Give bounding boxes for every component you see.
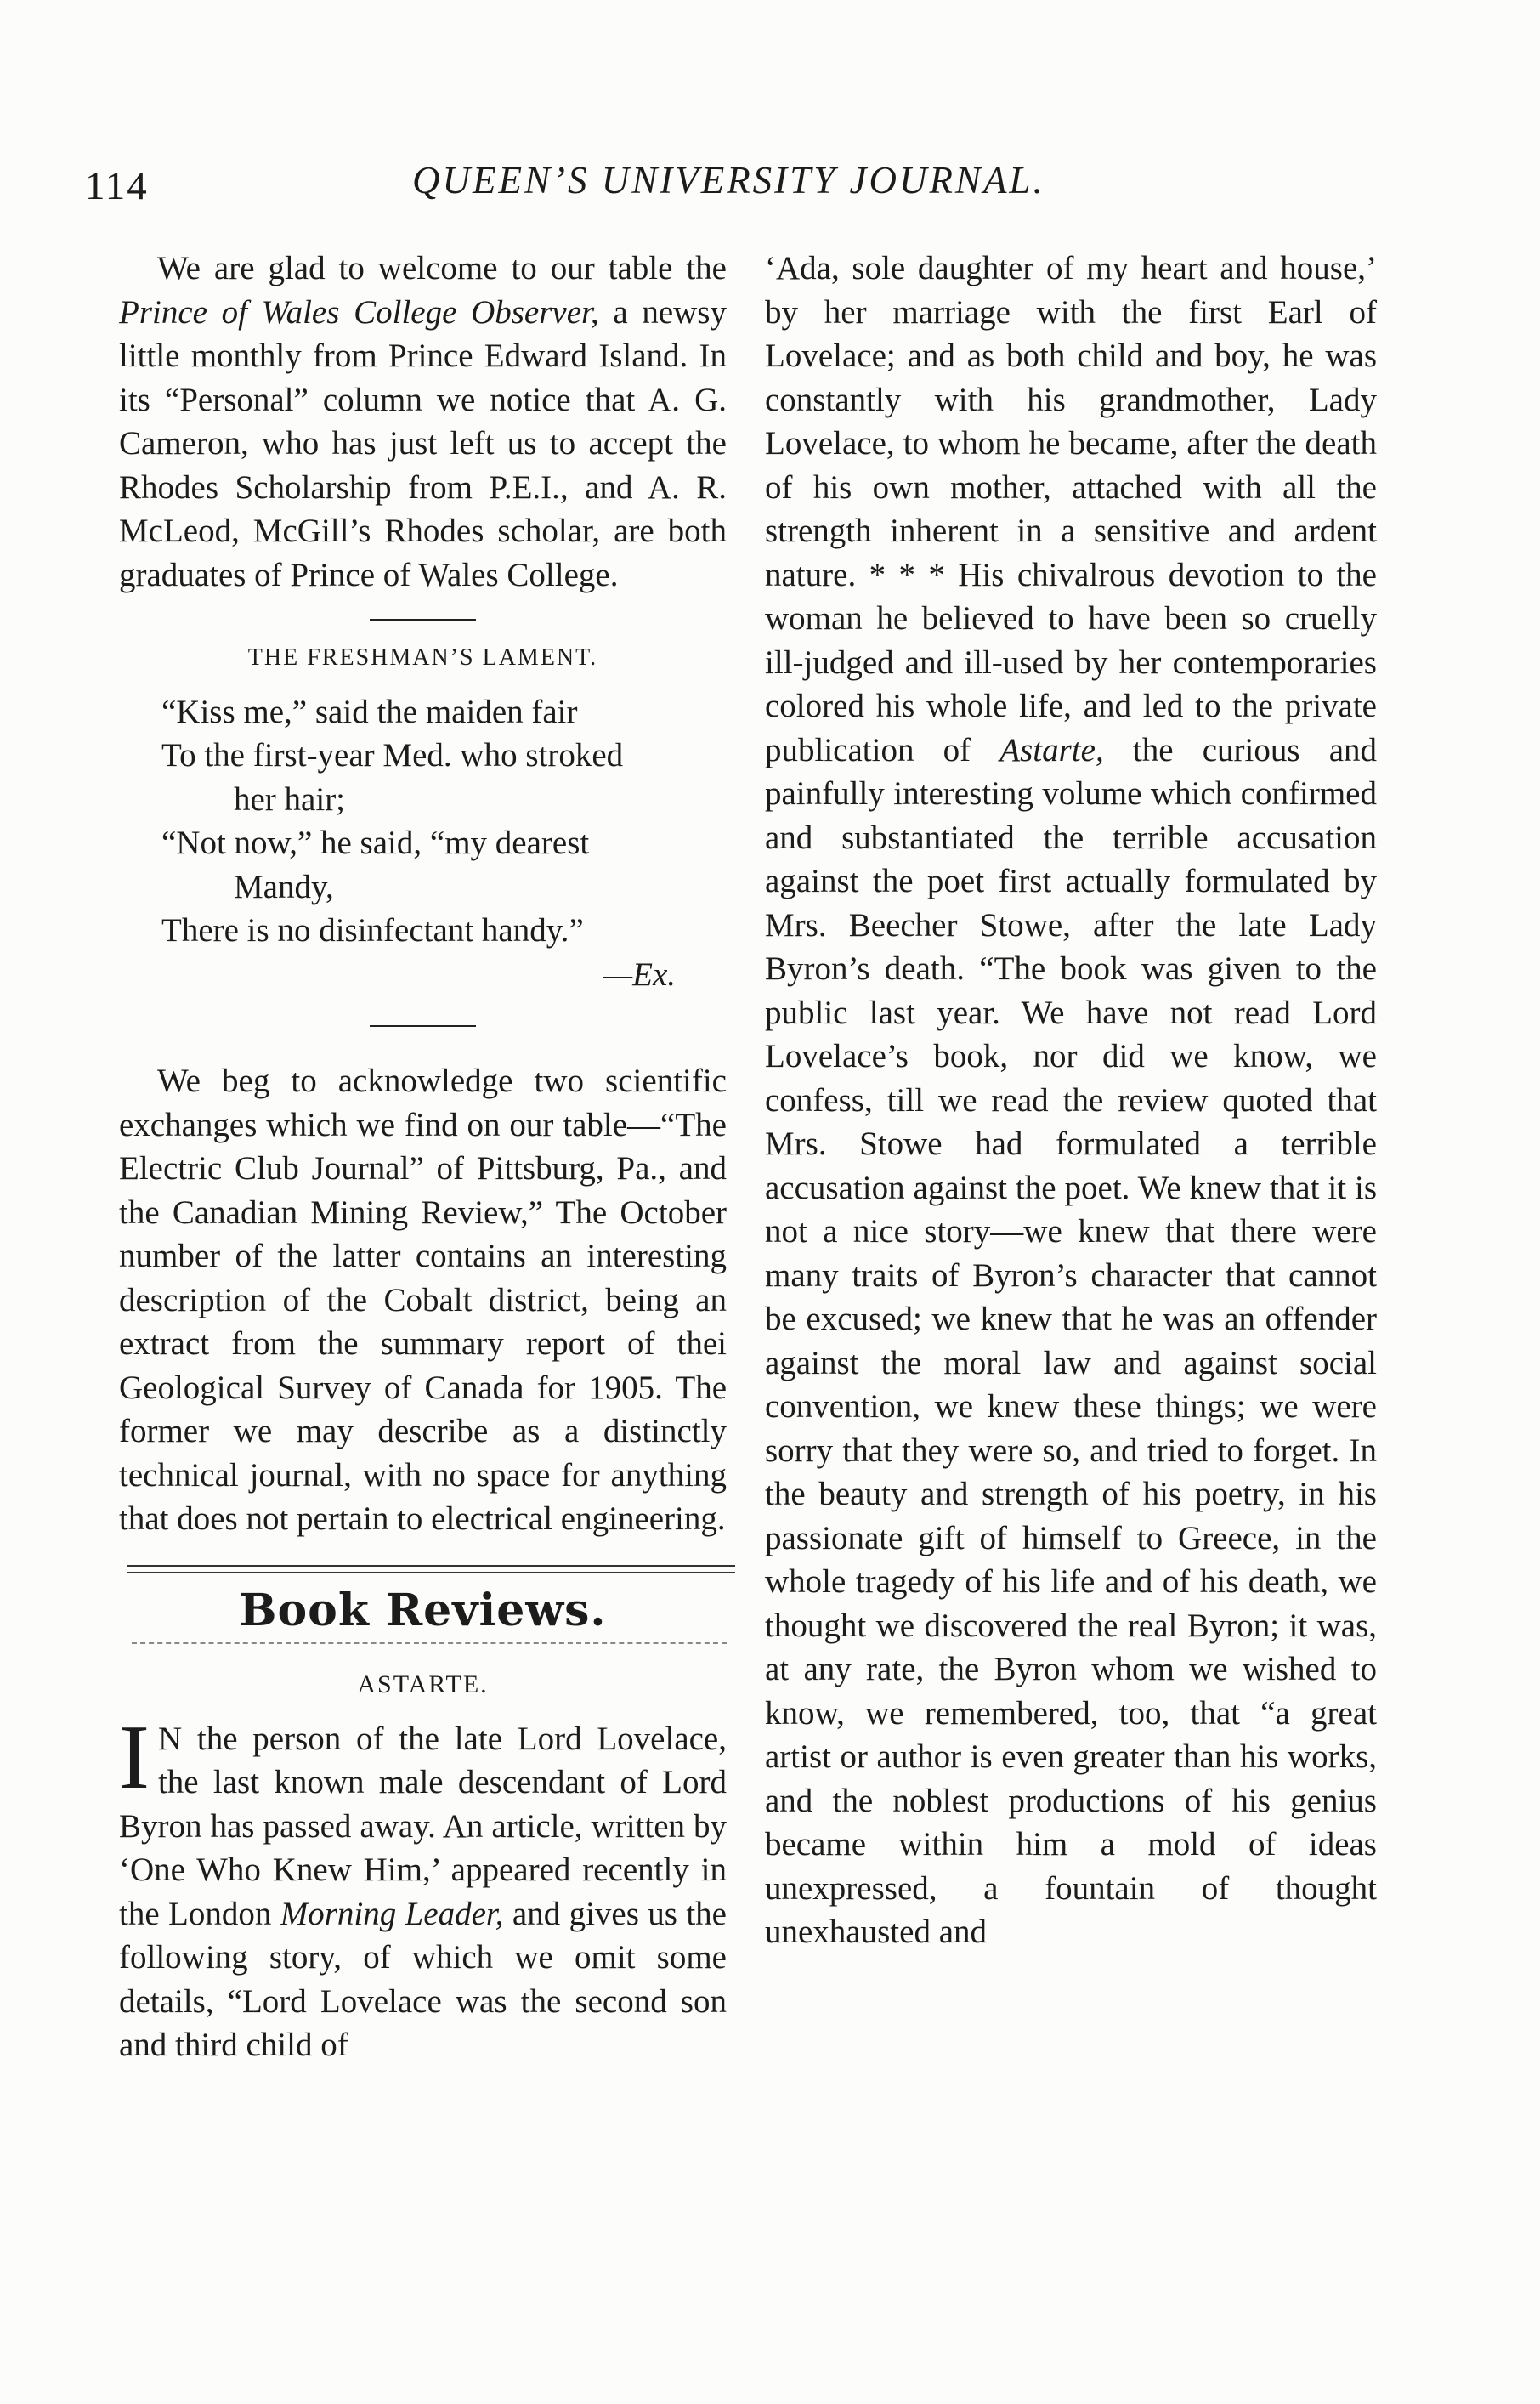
review-continuation xyxy=(765,247,1377,1954)
section-divider xyxy=(370,619,476,621)
double-rule xyxy=(127,1565,735,1573)
poem-line-2-continued: her hair; xyxy=(234,780,346,818)
poem-line-2: To the first-year Med. who stroked xyxy=(161,737,624,774)
left-column xyxy=(119,247,727,2067)
section-divider xyxy=(370,1025,476,1027)
dotted-rule xyxy=(132,1642,727,1644)
continuation-text-end: the curious and painfully interesting volume which confirmed and substantiated the terrible accusation against the poet first actually formulated by Mrs. Beecher Stowe, after the late Lady Byron’s death. “The book was given to the public last year. We have not read Lord Lovelace’s book, nor did we know, we confess, till we read the review quoted that Mrs. Stowe had formulated a terrible accusation against the poet. We knew that it is not a nice story—we knew that there were many traits of Byron’s character that cannot be excused; we knew that he was an offender against the moral law and against social convention, we knew these things; we were sorry that they were so, and tried to forget. In the beauty and strength of his poetry, in his passionate gift of himself to Greece, in the whole tragedy of his life and of his death, we thought we discovered the real Byron; it was, at any rate, the Byron whom we wished to know, we remembered, too, that “a great artist or author is even greater than his works, and the noblest productions of his genius became within him a mold of ideas unexpressed, a fountain of thought unexhausted and xyxy=(765,731,1377,1950)
poem-credit: —Ex. xyxy=(603,955,676,993)
review-text-end: and gives us the following story, of which we omit some details, “Lord Lovelace was the second son and third child of xyxy=(119,1895,727,2063)
observer-italic-title: Prince of Wales College Observer, xyxy=(119,293,599,331)
poem-line-1: “Kiss me,” said the maiden fair xyxy=(161,693,578,730)
continuation-italic-title: Astarte, xyxy=(999,731,1104,768)
section-heading: Book Reviews. xyxy=(239,1584,607,1636)
review-paragraph xyxy=(119,1706,727,2067)
page-header xyxy=(0,153,1540,213)
page-number: 114 xyxy=(85,164,149,208)
poem-line-3-continued: Mandy, xyxy=(234,868,334,905)
review-title: ASTARTE. xyxy=(357,1670,489,1698)
poem-line-4: There is no disinfectant handy.” xyxy=(161,912,584,949)
observer-text-end: a newsy little monthly from Prince Edward Island. In its “Personal” column we notice that A. G. Cameron, who has just left us to accept the Rhodes Scholarship from P.E.I., and A. R. McLeod, McGill’s Rhodes scholar, are both graduates of Prince of Wales College. xyxy=(119,293,727,593)
right-column xyxy=(765,247,1377,1954)
poem-title: THE FRESHMAN’S LAMENT. xyxy=(247,644,598,671)
journal-title: QUEEN’S UNIVERSITY JOURNAL. xyxy=(412,159,1045,201)
review-italic-source: Morning Leader, xyxy=(280,1895,504,1932)
poem-line-3: “Not now,” he said, “my dearest xyxy=(161,825,590,861)
review-text-start: N the person of the late Lord Lovelace, the last known male descendant of Lord Byron has passed away. An article, written by ‘One Who Knew Him,’ appeared recently in the London xyxy=(119,1720,727,1932)
observer-text-start: We are glad to welcome to our table the xyxy=(157,250,727,286)
continuation-text-start: ‘Ada, sole daughter of my heart and house,’ by her marriage with the first Earl of Lovelace; and as both child and boy, he was constantly with his grandmother, Lady Lovelace, to whom he became, after the death of his own mother, attached with all the strength inherent in a sensitive and ardent nature. * * * His chivalrous devotion to the woman he believed to have been so cruelly ill-judged and ill-used by her contemporaries colored his whole life, and led to the private publication of xyxy=(765,250,1377,768)
observer-paragraph xyxy=(119,247,727,597)
exchanges-paragraph: We beg to acknowledge two scientific exchanges which we find on our table—“The Electric Club Journal” of Pittsburg, Pa., and the Canadian Mining Review,” The October number of the latter contains an interesting description of the Cobalt district, being an extract from the summary report of thei Geological Survey of Canada for 1905. The former we may describe as a distinctly technical journal, with no space for anything that does not pertain to electrical engineering. xyxy=(119,1063,727,1537)
drop-cap: I xyxy=(119,1706,150,1808)
